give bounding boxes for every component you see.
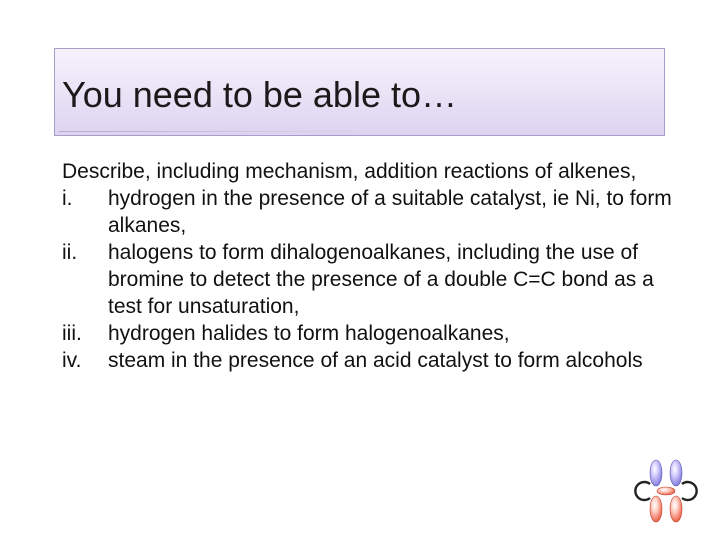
list-item [62,347,672,374]
pi-bond-orbital-icon [628,454,704,530]
item-marker: iii. [62,322,82,345]
carbon-atom-left [635,482,650,500]
title-box [54,48,665,136]
orbital-lobe [650,460,662,486]
reaction-list [62,185,672,374]
item-text: hydrogen halides to form halogenoalkanes, [108,322,510,345]
carbon-atom-right [682,482,697,500]
orbital-lobe [670,460,682,486]
item-text: steam in the presence of an acid catalyst to form alcohols [108,349,643,372]
item-marker: iv. [62,349,82,372]
list-item [62,320,672,347]
item-text: hydrogen in the presence of a suitable catalyst, ie Ni, to form alkanes, [108,187,672,237]
slide-body [62,158,672,374]
orbital-lobe [670,496,682,522]
title-underline [59,131,377,132]
item-marker: ii. [62,241,78,264]
intro-text: Describe, including mechanism, addition reactions of alkenes, [62,160,637,183]
list-item [62,239,672,320]
item-marker: i. [62,187,73,210]
list-item [62,185,672,239]
sigma-bond [657,487,675,495]
slide-title: You need to be able to… [62,74,457,115]
orbital-lobe [650,496,662,522]
item-text: halogens to form dihalogenoalkanes, including the use of bromine to detect the presence of a double C=C bond as a test for unsaturation, [108,241,654,318]
